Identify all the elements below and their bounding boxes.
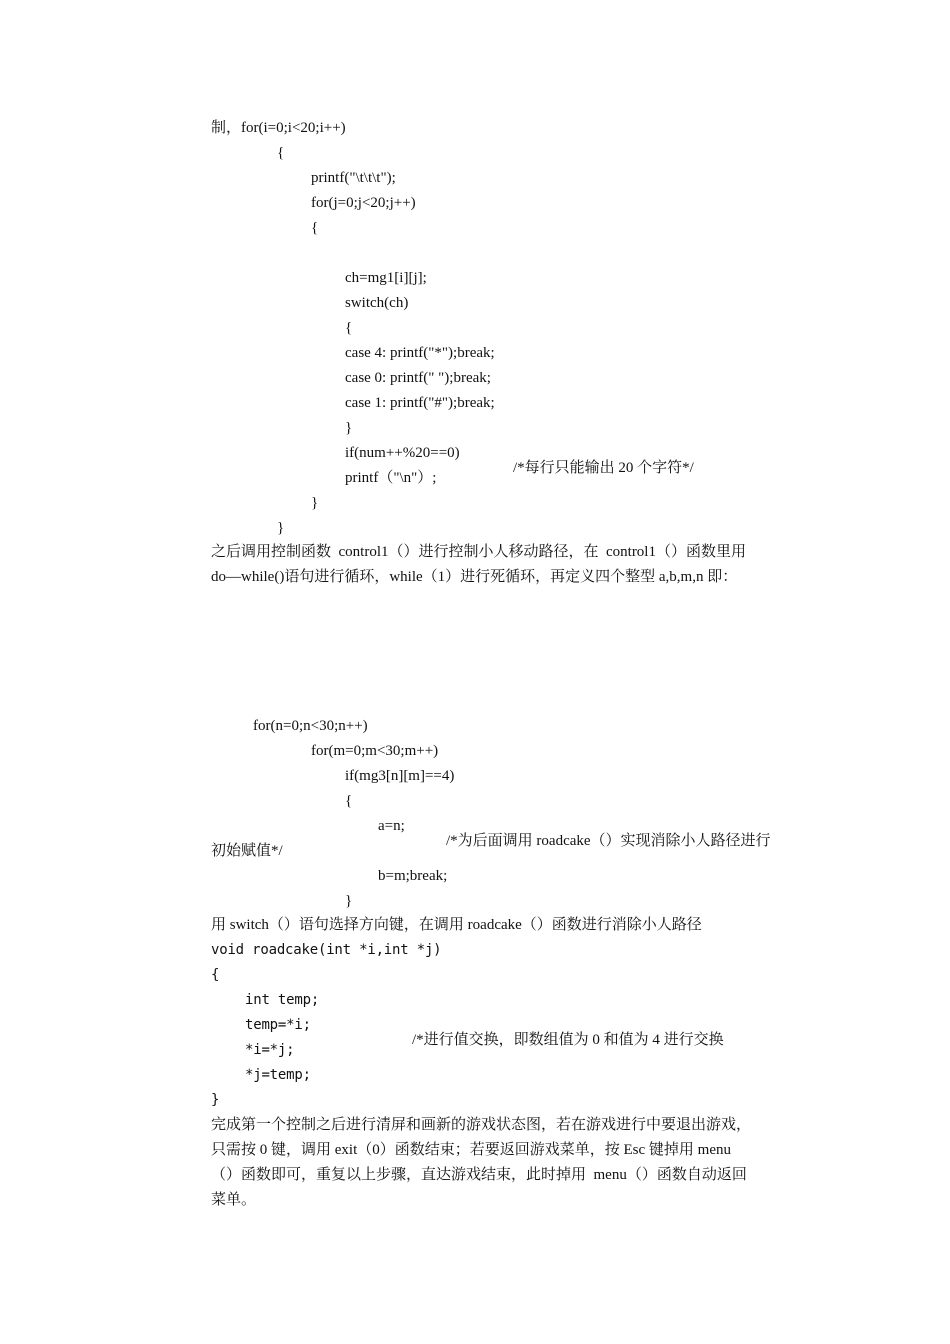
code-line: a=n; [378,818,405,834]
code-line: } [211,1092,220,1108]
code-line: int temp; [245,992,320,1008]
code-line: printf（"\n"）; [345,470,437,486]
code-line: if(mg3[n][m]==4) [345,768,455,784]
code-line: } [277,520,285,536]
code-line: { [277,145,285,161]
code-line: } [345,420,353,436]
code-line: void roadcake(int *i,int *j) [211,942,442,958]
code-line: b=m;break; [378,868,448,884]
code-line: ch=mg1[i][j]; [345,270,427,286]
body-text-line: 之后调用控制函数 control1（）进行控制小人移动路径，在 control1（）函数里用 [211,544,746,560]
code-line: 制，for(i=0;i<20;i++) [211,120,346,136]
code-line: if(num++%20==0) [345,445,460,461]
code-comment: /*每行只能输出 20 个字符*/ [513,460,694,476]
body-text-line: do—while()语句进行循环，while（1）进行死循环，再定义四个整型 a,b,m,n 即： [211,569,738,585]
body-text-line: （）函数即可，重复以上步骤，直达游戏结束，此时掉用 menu（）函数自动返回 [211,1167,747,1183]
code-line: for(n=0;n<30;n++) [253,718,368,734]
body-text-line: 只需按 0 键，调用 exit（0）函数结束；若要返回游戏菜单，按 Esc 键掉用 menu [211,1142,731,1158]
code-line: } [311,495,319,511]
code-comment: /*为后面调用 roadcake（）实现消除小人路径进行 [446,833,771,849]
code-comment: /*进行值交换，即数组值为 0 和值为 4 进行交换 [412,1032,724,1048]
body-text-line: 用 switch（）语句选择方向键，在调用 roadcake（）函数进行消除小人路径 [211,917,702,933]
code-line: { [345,793,353,809]
body-text-line: 菜单。 [211,1192,257,1208]
code-line: switch(ch) [345,295,409,311]
code-line: case 4: printf("*");break; [345,345,495,361]
code-line: { [345,320,353,336]
code-line: for(j=0;j<20;j++) [311,195,416,211]
code-comment-continued: 初始赋值*/ [211,843,283,859]
code-line: { [211,967,220,983]
code-line: temp=*i; [245,1017,311,1033]
code-line: printf("\t\t\t"); [311,170,396,186]
code-line: *i=*j; [245,1042,295,1058]
code-line: *j=temp; [245,1067,311,1083]
body-text-line: 完成第一个控制之后进行清屏和画新的游戏状态图，若在游戏进行中要退出游戏， [211,1117,752,1133]
code-line: case 0: printf(" ");break; [345,370,491,386]
code-line: for(m=0;m<30;m++) [311,743,439,759]
code-line: case 1: printf("#");break; [345,395,495,411]
code-line: { [311,220,319,236]
code-line: } [345,893,353,909]
